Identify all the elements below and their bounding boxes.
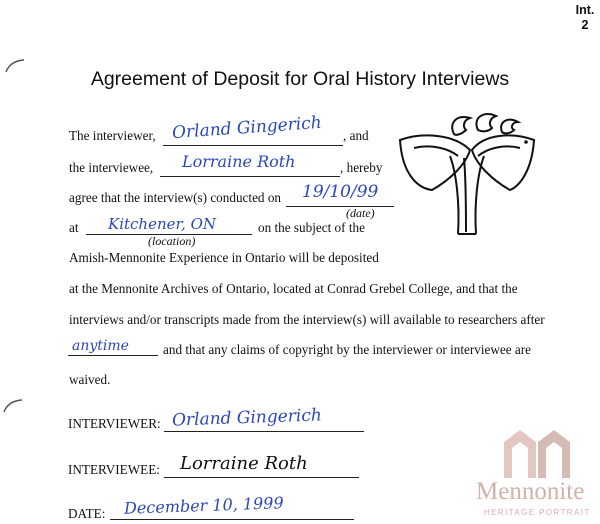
subject-text: on the subject of the (258, 220, 365, 235)
watermark-name: Mennonite (476, 478, 585, 505)
interview-date-underline (286, 206, 394, 207)
interviewee-name-handwritten: Lorraine Roth (182, 152, 296, 171)
interviewer-underline (163, 145, 343, 146)
interviewee-signature-label: INTERVIEWEE: (68, 462, 160, 477)
interview-date-handwritten: 19/10/99 (302, 182, 379, 202)
interviewer-signature: Orland Gingerich (171, 405, 323, 431)
interviewee-signature: Lorraine Roth (180, 453, 308, 474)
interviewer-name-handwritten: Orland Gingerich (171, 112, 323, 144)
mennonite-conference-logo-icon (392, 110, 542, 238)
waived-text: waived. (69, 372, 111, 387)
availability-handwritten: anytime (72, 338, 129, 354)
interviewee-suffix: , hereby (340, 160, 383, 175)
date-signature-label: DATE: (68, 506, 106, 521)
signature-date-line (110, 519, 354, 520)
mennonite-watermark-icon (502, 428, 572, 480)
availability-underline (68, 355, 158, 356)
at-text: at (69, 220, 79, 235)
watermark-subtitle: HERITAGE PORTRAIT (484, 508, 591, 517)
interviewer-signature-label: INTERVIEWER: (68, 416, 161, 431)
date-caption: (date) (346, 206, 375, 220)
interviewer-suffix: , and (343, 128, 369, 143)
location-caption: (location) (148, 234, 196, 248)
interviewer-prefix: The interviewer, (69, 128, 156, 143)
interviewer-signature-line (164, 431, 364, 432)
corner-tag-line2: 2 (581, 18, 589, 32)
corner-tag (572, 3, 598, 33)
interviewee-underline (160, 176, 340, 177)
corner-tag-line1: Int. (575, 3, 595, 17)
agree-text: agree that the interview(s) conducted on (69, 190, 282, 205)
body-line-transcripts: interviews and/or transcripts made from the interview(s) will available to researchers after (69, 312, 545, 327)
body-line-amish: Amish-Mennonite Experience in Ontario will be deposited (69, 250, 379, 265)
page-title: Agreement of Deposit for Oral History Interviews (90, 68, 510, 90)
interviewee-prefix: the interviewee, (69, 160, 154, 175)
interviewee-signature-line (164, 477, 359, 478)
location-handwritten: Kitchener, ON (108, 215, 216, 233)
punch-hole-mark-bottom (2, 398, 24, 414)
signature-date: December 10, 1999 (123, 493, 284, 518)
copyright-text: and that any claims of copyright by the interviewer or interviewee are (163, 342, 532, 357)
body-line-archives: at the Mennonite Archives of Ontario, located at Conrad Grebel College, and that the (69, 281, 518, 296)
